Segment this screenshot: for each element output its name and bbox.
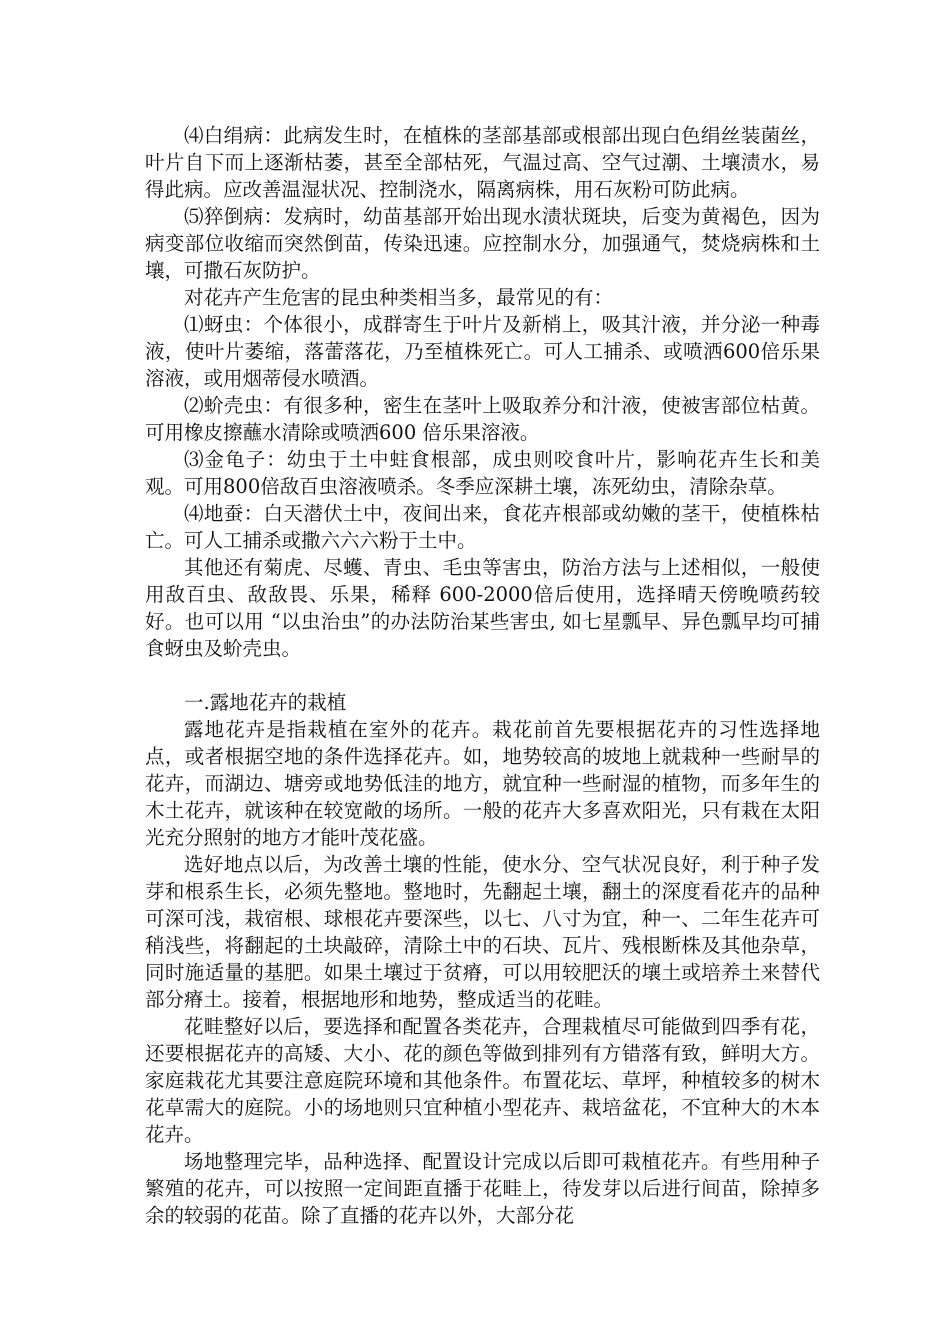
document-body xyxy=(145,122,820,1229)
paragraph-insect-2: ⑵蚧壳虫：有很多种，密生在茎叶上吸取养分和汁液，使被害部位枯黄。可用橡皮擦蘸水清除或喷洒600 倍乐果溶液。 xyxy=(145,394,820,444)
paragraph-insect-4: ⑷地蚕：白天潜伏土中，夜间出来，食花卉根部或幼嫩的茎干，使植株枯亡。可人工捕杀或撒六六六粉于土中。 xyxy=(145,502,820,552)
section-spacer xyxy=(145,662,820,689)
paragraph-section-2: 选好地点以后，为改善土壤的性能，使水分、空气状况良好，利于种子发芽和根系生长，必须先整地。整地时，先翻起土壤，翻土的深度看花卉的品种可深可浅，栽宿根、球根花卉要深些，以七、八寸为宜，种一、二年生花卉可稍浅些，将翻起的土块敲碎，清除土中的石块、瓦片、残根断株及其他杂草，同时施适量的基肥。如果土壤过于贫瘠，可以用较肥沃的壤土或培养土来替代部分瘠土。接着，根据地形和地势，整成适当的花畦。 xyxy=(145,853,820,1011)
paragraph-insect-1: ⑴蚜虫：个体很小，成群寄生于叶片及新梢上，吸其汁液，并分泌一种毒液，使叶片萎缩，落蕾落花，乃至植株死亡。可人工捕杀、或喷洒600倍乐果溶液，或用烟蒂侵水喷酒。 xyxy=(145,313,820,390)
paragraph-disease-5: ⑸猝倒病：发病时，幼苗基部开始出现水渍状斑块，后变为黄褐色，因为病变部位收缩而突然倒苗，传染迅速。应控制水分，加强通气，焚烧病株和土壤，可撒石灰防护。 xyxy=(145,205,820,282)
paragraph-other-pests: 其他还有菊虎、尽蠖、青虫、毛虫等害虫，防治方法与上述相似，一般使用敌百虫、敌敌畏、乐果，稀释 600-2000倍后使用，选择晴天傍晚喷药较好。也可以用 “以虫治虫”的办法防治某些害虫, 如七星瓢早、异色瓢早均可捕食蚜虫及蚧壳虫。 xyxy=(145,556,820,660)
paragraph-section-4: 场地整理完毕，品种选择、配置设计完成以后即可栽植花卉。有些用种子繁殖的花卉，可以按照一定间距直播于花畦上，待发芽以后进行间苗，除掉多余的较弱的花苗。除了直播的花卉以外，大部分花 xyxy=(145,1150,820,1227)
paragraph-insects-intro: 对花卉产生危害的昆虫种类相当多，最常见的有： xyxy=(184,286,614,309)
paragraph-section-1: 露地花卉是指栽植在室外的花卉。栽花前首先要根据花卉的习性选择地点，或者根据空地的条件选择花卉。如，地势较高的坡地上就栽种一些耐旱的花卉，而湖边、塘旁或地势低洼的地方，就宜种一些耐湿的植物，而多年生的木土花卉，就该种在较宽敞的场所。一般的花卉大多喜欢阳光，只有栽在太阳光充分照射的地方才能叶茂花盛。 xyxy=(145,718,820,849)
paragraph-disease-4: ⑷白绢病：此病发生时，在植株的茎部基部或根部出现白色绢丝装菌丝，叶片自下而上逐渐枯萎，甚至全部枯死，气温过高、空气过潮、土壤渍水，易得此病。应改善温湿状况、控制浇水，隔离病株，用石灰粉可防此病。 xyxy=(145,124,820,201)
paragraph-section-3: 花畦整好以后，要选择和配置各类花卉，合理栽植尽可能做到四季有花，还要根据花卉的高矮、大小、花的颜色等做到排列有方错落有致，鲜明大方。家庭栽花尤其要注意庭院环境和其他条件。布置花坛、草坪，种植较多的树木花草需大的庭院。小的场地则只宜种植小型花卉、栽培盆花，不宜种大的木本花卉。 xyxy=(145,1015,820,1146)
section-heading: 一.露地花卉的栽植 xyxy=(184,691,347,714)
paragraph-insect-3: ⑶金龟子：幼虫于土中蛀食根部，成虫则咬食叶片，影响花卉生长和美观。可用800倍敌百虫溶液喷杀。冬季应深耕土壤，冻死幼虫，清除杂草。 xyxy=(145,448,820,498)
